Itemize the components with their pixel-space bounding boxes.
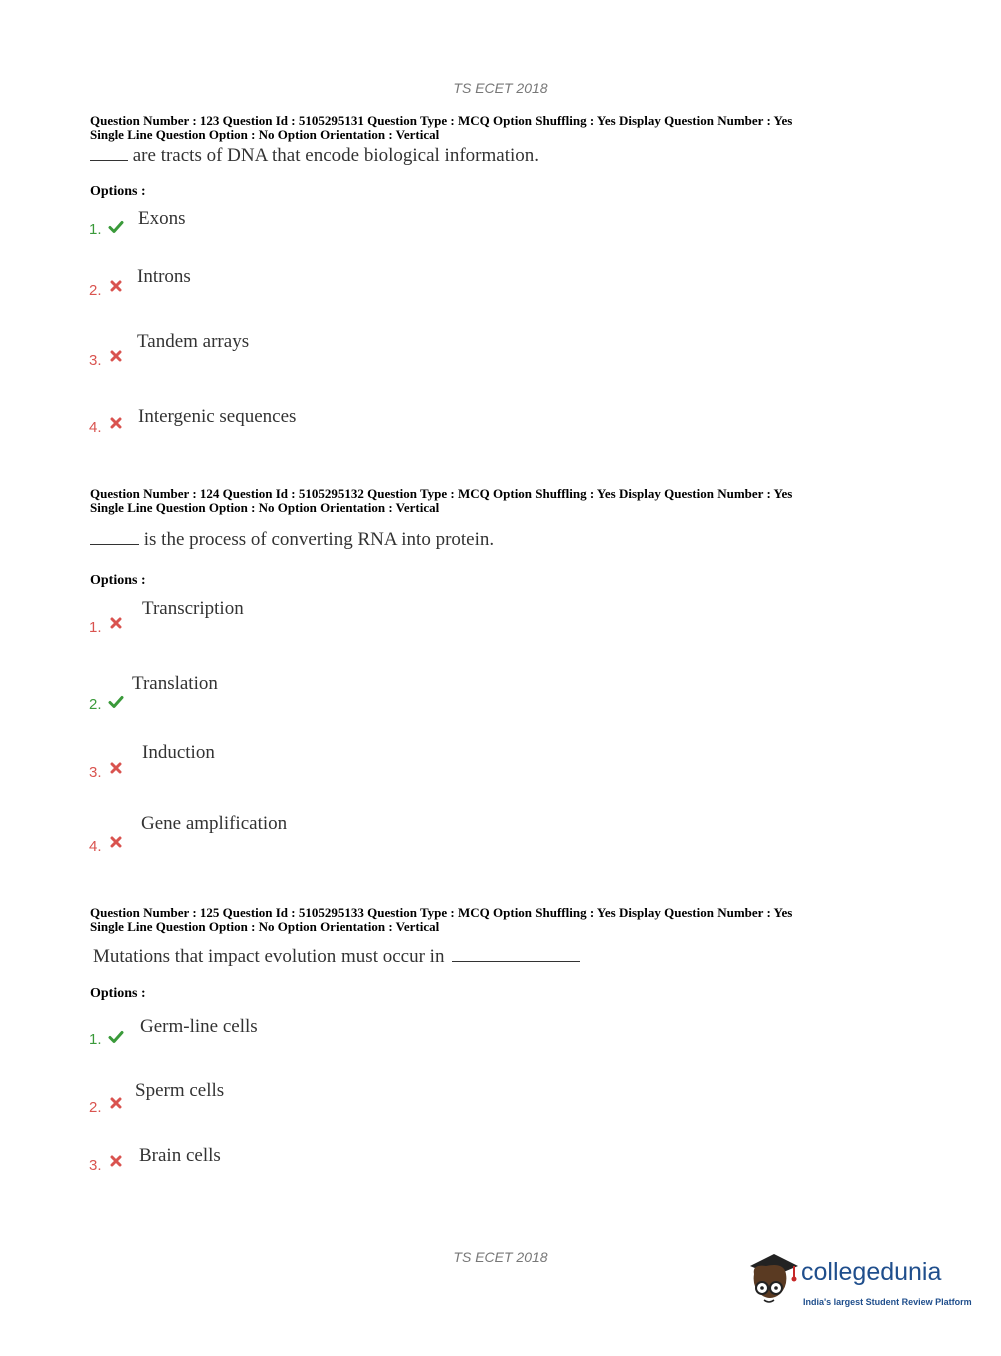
check-icon bbox=[108, 694, 124, 710]
page-header: TS ECET 2018 bbox=[453, 80, 548, 96]
option-text: Intergenic sequences bbox=[138, 406, 297, 427]
option-text: Sperm cells bbox=[135, 1080, 225, 1101]
option-number: 2. bbox=[89, 282, 102, 299]
cross-icon bbox=[110, 762, 122, 774]
option-text: Introns bbox=[137, 266, 191, 287]
option-number: 4. bbox=[89, 419, 102, 436]
collegedunia-logo bbox=[744, 1252, 974, 1316]
option-number: 2. bbox=[89, 696, 102, 713]
option-number: 3. bbox=[89, 352, 102, 369]
question-meta: Single Line Question Option : No Option Orientation : Vertical bbox=[90, 500, 440, 515]
question-text: are tracts of DNA that encode biological information. bbox=[90, 145, 539, 167]
question-meta: Question Number : 123 Question Id : 5105295131 Question Type : MCQ Option Shuffling : Yes Display Question Number : Yes bbox=[90, 113, 793, 128]
cross-icon bbox=[110, 417, 122, 429]
page-footer: TS ECET 2018 bbox=[453, 1249, 548, 1265]
cross-icon bbox=[110, 350, 122, 362]
option-number: 2. bbox=[89, 1099, 102, 1116]
answer-blank bbox=[90, 145, 128, 161]
options-label: Options : bbox=[90, 184, 146, 199]
option-text: Translation bbox=[132, 673, 218, 694]
option-text: Exons bbox=[138, 208, 186, 229]
cross-icon bbox=[110, 1097, 122, 1109]
check-icon bbox=[108, 219, 124, 235]
mascot-icon bbox=[744, 1252, 800, 1316]
question-text: Mutations that impact evolution must occur in bbox=[93, 946, 580, 968]
option-number: 4. bbox=[89, 838, 102, 855]
question-meta: Question Number : 125 Question Id : 5105295133 Question Type : MCQ Option Shuffling : Yes Display Question Number : Yes bbox=[90, 905, 793, 920]
question-meta: Single Line Question Option : No Option Orientation : Vertical bbox=[90, 127, 440, 142]
option-number: 3. bbox=[89, 764, 102, 781]
cross-icon bbox=[110, 836, 122, 848]
option-text: Gene amplification bbox=[141, 813, 288, 834]
answer-blank bbox=[90, 529, 139, 545]
question-text: is the process of converting RNA into protein. bbox=[90, 529, 494, 551]
question-meta: Question Number : 124 Question Id : 5105295132 Question Type : MCQ Option Shuffling : Yes Display Question Number : Yes bbox=[90, 486, 793, 501]
question-meta: Single Line Question Option : No Option Orientation : Vertical bbox=[90, 919, 440, 934]
check-icon bbox=[108, 1029, 124, 1045]
logo-tagline: India's largest Student Review Platform bbox=[803, 1297, 972, 1307]
option-number: 3. bbox=[89, 1157, 102, 1174]
option-text: Transcription bbox=[142, 598, 244, 619]
option-number: 1. bbox=[89, 619, 102, 636]
option-text: Induction bbox=[142, 742, 215, 763]
option-text: Tandem arrays bbox=[137, 331, 250, 352]
cross-icon bbox=[110, 617, 122, 629]
cross-icon bbox=[110, 280, 122, 292]
cross-icon bbox=[110, 1155, 122, 1167]
logo-wordmark: collegedunia bbox=[801, 1258, 942, 1286]
option-number: 1. bbox=[89, 221, 102, 238]
options-label: Options : bbox=[90, 986, 146, 1001]
option-number: 1. bbox=[89, 1031, 102, 1048]
option-text: Brain cells bbox=[139, 1145, 221, 1166]
option-text: Germ-line cells bbox=[140, 1016, 258, 1037]
options-label: Options : bbox=[90, 573, 146, 588]
answer-blank bbox=[452, 946, 580, 962]
